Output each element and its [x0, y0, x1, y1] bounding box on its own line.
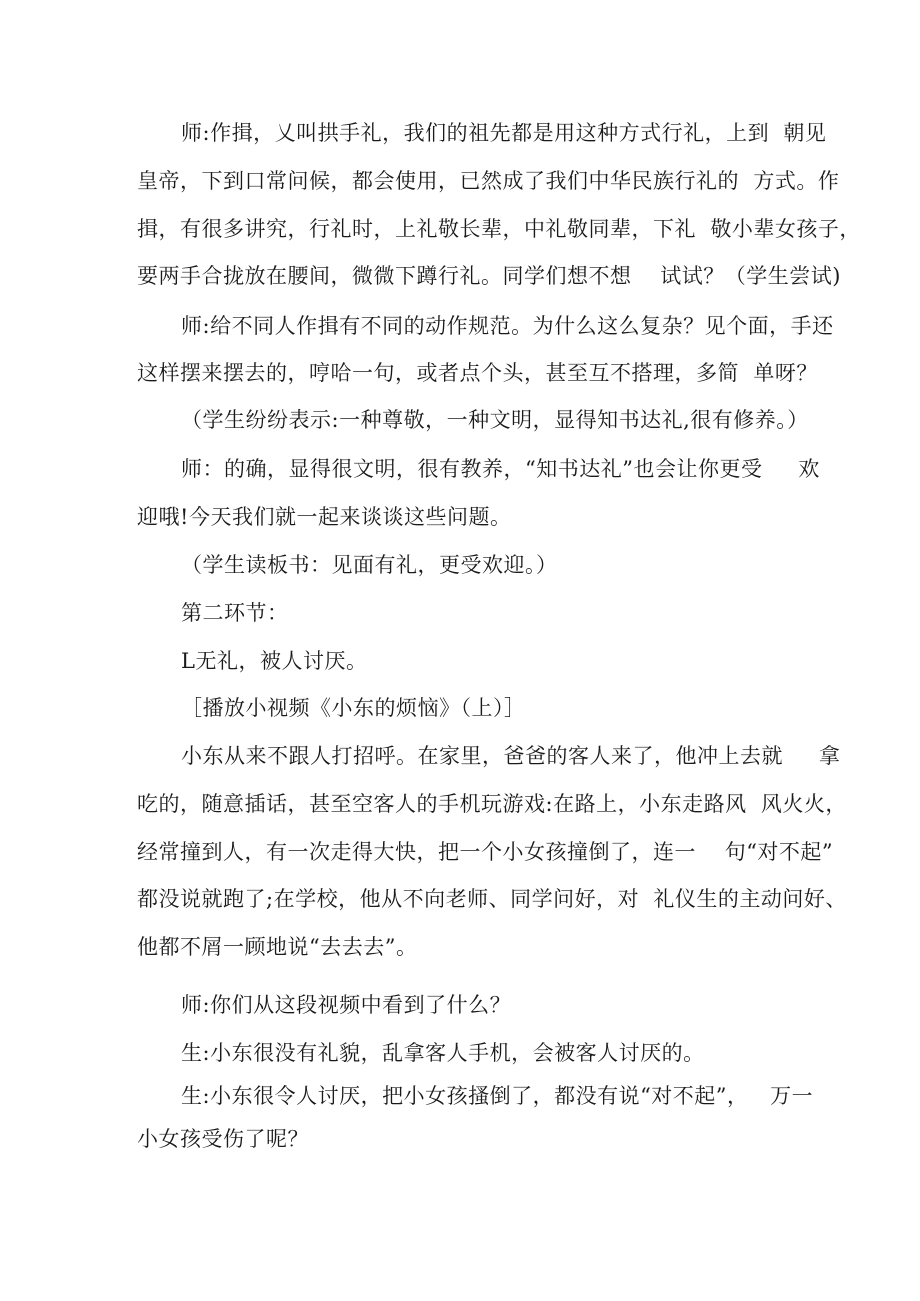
text-line: 都没说就跑了;在学校，他从不向老师、同学问好，对 礼仪生的主动问好、 [137, 887, 847, 911]
section-heading: 第二环节： [181, 601, 289, 625]
text-line: 师：的确，显得很文明，很有教养，“知书达礼”也会让你更受 欢 [181, 457, 820, 481]
text-line: 要两手合拢放在腰间，微微下蹲行礼。同学们想不想 试试？（学生尝试) [137, 264, 841, 288]
text-line: 他都不屑一顾地说“去去去”。 [137, 935, 418, 959]
text-line: 小东从来不跟人打招呼。在家里，爸爸的客人来了，他冲上去就 拿 [181, 744, 841, 768]
text-line: 这样摆来摆去的，哼哈一句，或者点个头，甚至互不搭理，多简 单呀？ [137, 361, 818, 385]
text-line: 师:你们从这段视频中看到了什么？ [181, 993, 512, 1017]
text-line: 生:小东很令人讨厌，把小女孩搔倒了，都没有说“对不起”， 万一 [181, 1084, 814, 1108]
text-line: ［播放小视频《小东的烦恼》（上）］ [181, 696, 526, 720]
text-line: （学生读板书：见面有礼，更受欢迎。） [181, 553, 558, 577]
text-line: 揖，有很多讲究，行礼时，上礼敬长辈，中礼敬同辈，下礼 敬小辈女孩子， [137, 217, 861, 241]
text-line: 吃的，随意插话，甚至空客人的手机玩游戏:在路上，小东走路风 风火火， [137, 792, 847, 816]
text-line: 迎哦!今天我们就一起来谈谈这些问题。 [137, 505, 512, 529]
text-line: 经常撞到人，有一次走得大快，把一个小女孩撞倒了，连一 句“对不起” [137, 840, 834, 864]
subsection-heading: L无礼，被人讨厌。 [181, 649, 368, 673]
text-line: （学生纷纷表示:一种尊敬，一种文明，显得知书达礼,很有修养。） [181, 408, 809, 432]
text-line: 师:作揖，乂叫拱手礼，我们的祖先都是用这种方式行礼，上到 朝见 [181, 121, 827, 145]
text-line: 师:给不同人作揖有不同的动作规范。为什么这么复杂？见个面，手还 [181, 314, 834, 338]
text-line: 皇帝，下到口常问候，都会使用，已然成了我们中华民族行礼的 方式。作 [137, 169, 840, 193]
text-line: 生:小东很没有礼貌，乱拿客人手机，会被客人讨厌的。 [181, 1041, 705, 1065]
text-line: 小女孩受伤了呢？ [137, 1127, 309, 1151]
